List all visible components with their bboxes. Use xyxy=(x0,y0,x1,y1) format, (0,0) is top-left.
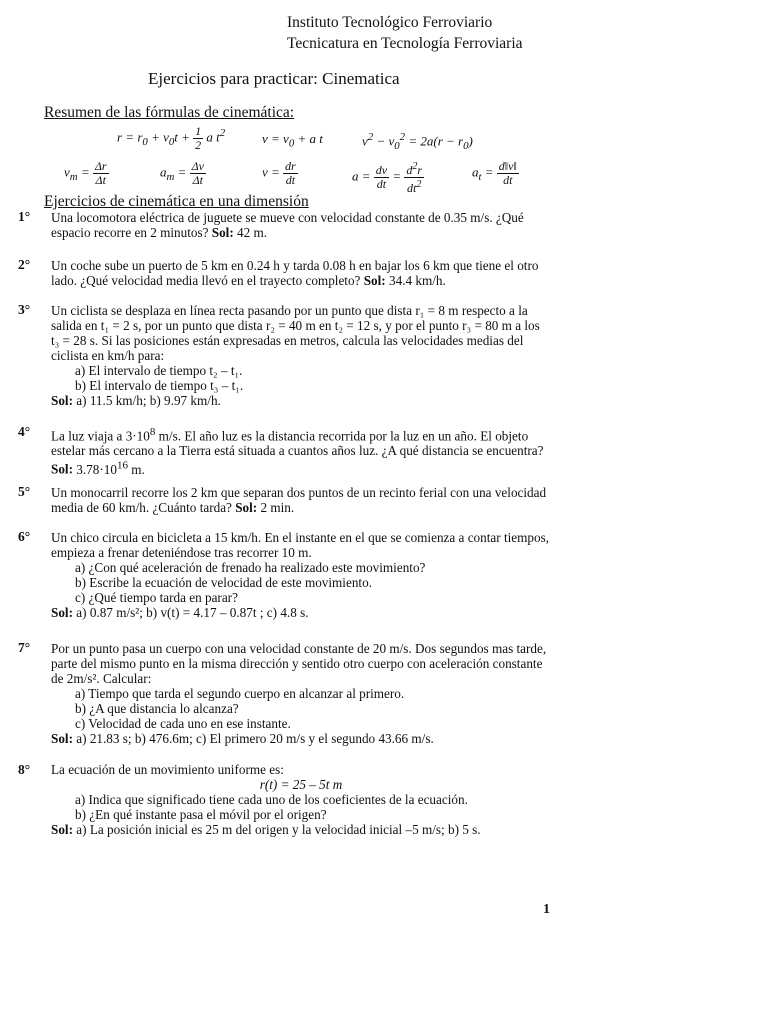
exercise-text: Una locomotora eléctrica de juguete se mueve con velocidad constante de 0.35 m/s. ¿Qué espacio recorre en 2 minutos? xyxy=(51,210,524,240)
exercise-number: 3° xyxy=(18,302,31,317)
exercise-text: Un chico circula en bicicleta a 15 km/h. En el instante en el que se comienza a contar tiempos, empieza a frenar deteniéndose tras recorrer 10 m. xyxy=(51,530,550,560)
exercise-number: 4° xyxy=(18,424,31,439)
solution-label: Sol: xyxy=(211,225,234,240)
exercise-text: Un coche sube un puerto de 5 km en 0.24 h y tarda 0.08 h en bajar los 6 km que tiene el otro lado. ¿Qué velocidad media llevó en el trayecto completo? xyxy=(51,258,539,288)
exercise-number: 6° xyxy=(18,529,31,544)
formula-mean-velocity: $v_m$ = $\frac{\Delta r}{\Delta t}$ xyxy=(64,159,107,187)
formula-tangential-acceleration: $a_t$ = $\frac{d‖v‖}{dt}$ xyxy=(472,159,517,187)
solution-text: 34.4 km/h. xyxy=(389,273,446,288)
exercise-text: La ecuación de un movimiento uniforme es: xyxy=(51,762,284,777)
exercise-7 xyxy=(51,641,551,746)
exercise-number: 7° xyxy=(18,640,31,655)
exercise-number: 5° xyxy=(18,484,31,499)
formula-mean-acceleration: $a_m$ = $\frac{\Delta v}{\Delta t}$ xyxy=(160,159,204,187)
formula-position: $r = r_0 + v_0t$ + $\frac{1}{2}$ a $t^2$ xyxy=(117,124,226,152)
solution-text: $3.78\cdot 10^{16}$ m. xyxy=(76,459,145,477)
exercise-item: b) Escribe la ecuación de velocidad de este movimiento. xyxy=(75,575,372,590)
solution-text: 2 min. xyxy=(260,500,295,515)
program-name: Tecnicatura en Tecnología Ferroviaria xyxy=(287,35,523,52)
exercise-text: La luz viaja a 3·10 xyxy=(51,428,150,444)
formula-instant-acceleration: a = $\frac{dv}{dt}$ = $\frac{d^2r}{dt^2}$ xyxy=(352,161,423,195)
formulas-heading: Resumen de las fórmulas de cinemática: xyxy=(44,104,295,121)
exercise-6 xyxy=(51,530,551,620)
section-heading: Ejercicios de cinemática en una dimensión xyxy=(44,193,309,210)
exercise-text: Un monocarril recorre los 2 km que separan dos puntos de un recinto ferial con una velocidad media de 60 km/h. ¿Cuánto tarda? xyxy=(51,485,547,515)
exercise-1 xyxy=(51,210,551,240)
exercise-item: a) Indica que significado tiene cada uno de los coeficientes de la ecuación. xyxy=(75,792,468,807)
exercise-item: b) ¿En qué instante pasa el móvil por el origen? xyxy=(75,807,327,822)
solution-label: Sol: xyxy=(51,605,73,620)
solution-label: Sol: xyxy=(51,822,73,837)
solution-text: 42 m. xyxy=(237,225,268,240)
exercise-2 xyxy=(51,258,551,288)
page-number: 1 xyxy=(543,902,550,917)
exercise-4: La luz viaja a $3\cdot 10^8$ m/s. El año luz es la distancia recorrida por la luz en un año. El objeto estelar más cercano a la Tierra está situada a cuantos años luz. ¿A qué distancia se encuentra? Sol: $3.78\cdot 10^{16}$ m. xyxy=(51,426,544,477)
equation: r(t) = 25 – 5t m xyxy=(259,777,343,792)
exercise-item: b) El intervalo de tiempo t₃ – t₁. xyxy=(75,378,244,393)
solution-label: Sol: xyxy=(235,500,258,515)
solution-text: a) La posición inicial es 25 m del origen y la velocidad inicial –5 m/s; b) 5 s. xyxy=(76,822,481,837)
formula-instant-velocity: v = $\frac{dr}{dt}$ xyxy=(262,159,296,187)
exercise-number: 2° xyxy=(18,257,31,272)
solution-label: Sol: xyxy=(51,461,73,477)
exercise-8 xyxy=(51,762,551,837)
solution-label: Sol: xyxy=(51,731,73,746)
exercise-item: a) Tiempo que tarda el segundo cuerpo en alcanzar al primero. xyxy=(75,686,405,701)
formula-velocity: $v = v_0 + a$ t xyxy=(262,131,323,150)
exercise-item: b) ¿A que distancia lo alcanza? xyxy=(75,701,239,716)
exercise-text: Un ciclista se desplaza en línea recta pasando por un punto que dista r₁ = 8 m respecto a la salida en t₁ = 2 s, por un punto que dista r₂ = 40 m en t₂ = 12 s, y por el punto r₃ = 80 m a los t₃ = 28 s. Si las posiciones están expresadas en metros, calcula las velocidades medias del ciclista en km/h para: xyxy=(51,303,540,363)
exercise-item: a) El intervalo de tiempo t₂ – t₁. xyxy=(75,363,243,378)
solution-text: a) 11.5 km/h; b) 9.97 km/h. xyxy=(76,393,221,408)
institution-name: Instituto Tecnológico Ferroviario xyxy=(287,14,493,31)
page-title: Ejercicios para practicar: Cinematica xyxy=(148,69,400,88)
exercise-5 xyxy=(51,485,551,515)
exercise-item: c) ¿Qué tiempo tarda en parar? xyxy=(75,590,238,605)
exercise-number: 8° xyxy=(18,762,31,777)
solution-label: Sol: xyxy=(51,393,73,408)
formula-velocity-squared: $v^2 - v_0^2 = 2a(r - r_0)$ xyxy=(362,131,473,152)
solution-label: Sol: xyxy=(363,273,386,288)
exercise-3 xyxy=(51,303,551,408)
solution-text: a) 0.87 m/s²; b) v(t) = 4.17 – 0.87t ; c) 4.8 s. xyxy=(76,605,309,620)
exercise-item: a) ¿Con qué aceleración de frenado ha realizado este movimiento? xyxy=(75,560,426,575)
solution-text: a) 21.83 s; b) 476.6m; c) El primero 20 m/s y el segundo 43.66 m/s. xyxy=(76,731,434,746)
exercise-text: Por un punto pasa un cuerpo con una velocidad constante de 20 m/s. Dos segundos mas tarde, parte del mismo punto en la misma dirección y sentido otro cuerpo con aceleración constante de 2m/s². Calcular: xyxy=(51,641,547,686)
exercise-number: 1° xyxy=(18,209,31,224)
exercise-item: c) Velocidad de cada uno en ese instante. xyxy=(75,716,291,731)
